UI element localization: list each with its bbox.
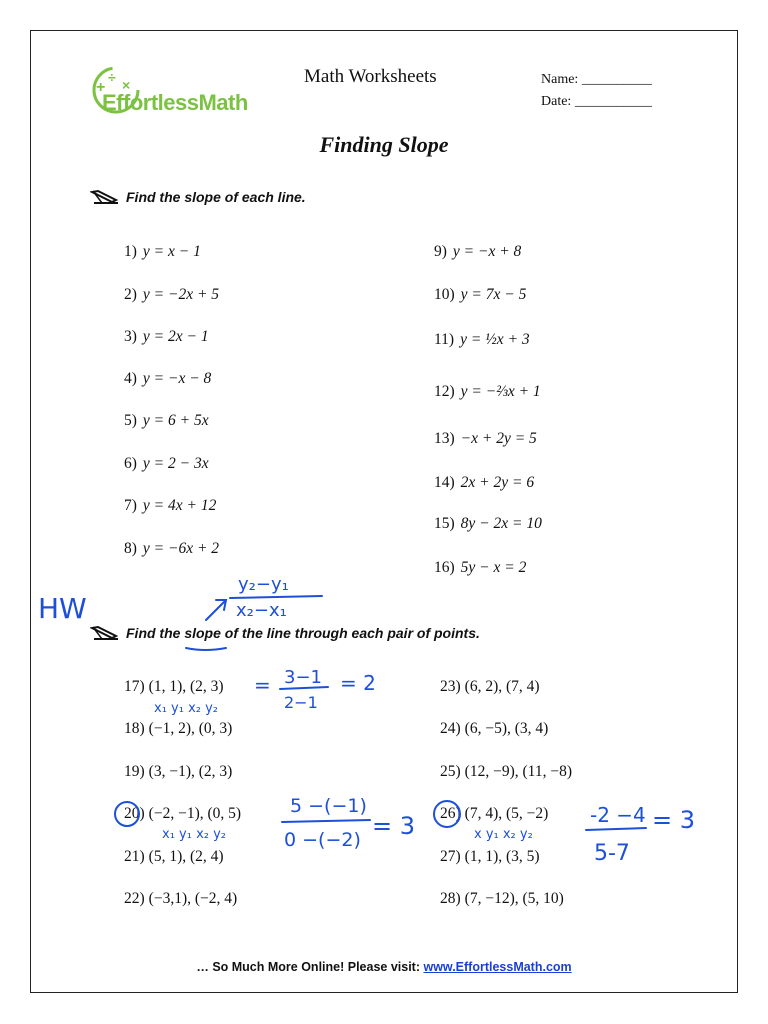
problem-item <box>124 890 237 908</box>
problem-expression: y = −6x + 2 <box>142 540 220 557</box>
problem-expression: y = x − 1 <box>142 243 201 260</box>
problem-item <box>434 243 521 261</box>
p17-equals: = <box>254 673 271 697</box>
worksheet-title: Finding Slope <box>319 132 449 157</box>
problem-item <box>124 412 209 430</box>
problem-number: 9) <box>434 243 447 260</box>
problem-item <box>124 286 219 304</box>
name-field: Name: __________ <box>541 72 652 87</box>
date-field: Date: ___________ <box>541 94 652 109</box>
problem-item <box>434 474 534 492</box>
problem-number: 19) <box>124 763 145 780</box>
problem-expression: 2x + 2y = 6 <box>460 474 535 491</box>
problem-expression: 8y − 2x = 10 <box>460 515 542 532</box>
p20-numerator: 5 −(−1) <box>290 795 367 817</box>
problem-item <box>124 763 232 781</box>
problem-number: 7) <box>124 497 137 514</box>
problem-number: 27) <box>440 848 461 865</box>
problem-expression: (6, 2), (7, 4) <box>464 678 540 695</box>
footer-text: … So Much More Online! Please visit: <box>196 960 424 974</box>
problem-expression: (6, −5), (3, 4) <box>464 720 549 737</box>
problem-item <box>124 370 211 388</box>
problem-number: 22) <box>124 890 145 907</box>
pencil-icon <box>90 624 120 642</box>
problem-expression: (3, −1), (2, 3) <box>148 763 233 780</box>
problem-number: 14) <box>434 474 455 491</box>
problem-expression: y = 2x − 1 <box>142 328 209 345</box>
problem-number: 24) <box>440 720 461 737</box>
problem-number: 4) <box>124 370 137 387</box>
problem-expression: −x + 2y = 5 <box>460 430 537 447</box>
problem-item <box>124 678 224 696</box>
problem-number: 28) <box>440 890 461 907</box>
problem-number: 18) <box>124 720 145 737</box>
p17-result: = 2 <box>340 671 376 695</box>
problem-number: 25) <box>440 763 461 780</box>
p26-result: = 3 <box>652 806 696 834</box>
problem-item <box>440 848 540 866</box>
problem-number: 13) <box>434 430 455 447</box>
p26-variable-labels: x y₁ x₂ y₂ <box>474 827 533 842</box>
problem-item <box>124 455 209 473</box>
p26-numerator: -2 −4 <box>590 803 646 827</box>
problem-expression: y = −x + 8 <box>452 243 522 260</box>
logo-wordmark: EffortlessMath <box>102 90 248 115</box>
problem-item <box>434 331 530 349</box>
p17-numerator: 3−1 <box>284 667 322 688</box>
problem-item <box>434 515 542 533</box>
svg-text:÷: ÷ <box>108 69 116 85</box>
problem-expression: y = 7x − 5 <box>460 286 527 303</box>
problem-expression: y = ½x + 3 <box>460 331 530 348</box>
problem-number: 16) <box>434 559 455 576</box>
problem-expression: y = −x − 8 <box>142 370 212 387</box>
problem-number: 21) <box>124 848 145 865</box>
hw-note: HW <box>38 592 87 625</box>
problem-item <box>440 720 548 738</box>
problem-expression: (12, −9), (11, −8) <box>464 763 572 780</box>
footer <box>0 960 768 974</box>
problem-item <box>440 678 540 696</box>
problem-number: 3) <box>124 328 137 345</box>
problem-item <box>440 763 572 781</box>
footer-link[interactable]: www.EffortlessMath.com <box>423 960 572 974</box>
problem-item <box>124 805 241 823</box>
problem-expression: (1, 1), (2, 3) <box>148 678 224 695</box>
problem-number: 8) <box>124 540 137 557</box>
problem-number: 20) <box>124 805 145 822</box>
problem-expression: (7, 4), (5, −2) <box>464 805 549 822</box>
problem-item <box>434 559 526 577</box>
problem-expression: (1, 1), (3, 5) <box>464 848 540 865</box>
problem-item <box>440 805 548 823</box>
p26-denominator: 5-7 <box>594 841 630 866</box>
problem-number: 26) <box>440 805 461 822</box>
problem-expression: (5, 1), (2, 4) <box>148 848 224 865</box>
problem-item <box>434 286 526 304</box>
problem-number: 11) <box>434 331 455 348</box>
problem-expression: (−1, 2), (0, 3) <box>148 720 233 737</box>
problem-number: 5) <box>124 412 137 429</box>
problem-item <box>434 383 541 401</box>
pencil-icon <box>90 188 120 206</box>
problem-item <box>124 720 232 738</box>
p17-variable-labels: x₁ y₁ x₂ y₂ <box>154 701 219 716</box>
p20-result: = 3 <box>372 812 416 840</box>
section2-instruction: Find the slope of the line through each pair of points. <box>126 625 480 641</box>
problem-item <box>124 540 219 558</box>
problem-expression: y = 4x + 12 <box>142 497 217 514</box>
section1-instruction: Find the slope of each line. <box>126 189 306 205</box>
problem-number: 23) <box>440 678 461 695</box>
problem-number: 6) <box>124 455 137 472</box>
problem-number: 1) <box>124 243 137 260</box>
problem-number: 12) <box>434 383 455 400</box>
problem-item <box>124 848 224 866</box>
problem-expression: y = −⅔x + 1 <box>460 383 541 400</box>
p20-denominator: 0 −(−2) <box>284 829 361 851</box>
formula-denominator: x₂−x₁ <box>236 600 287 621</box>
problem-item <box>440 890 564 908</box>
problem-expression: (7, −12), (5, 10) <box>464 890 564 907</box>
formula-numerator: y₂−y₁ <box>238 574 289 595</box>
problem-number: 15) <box>434 515 455 532</box>
problem-expression: y = 2 − 3x <box>142 455 209 472</box>
problem-expression: y = −2x + 5 <box>142 286 220 303</box>
problem-expression: (−2, −1), (0, 5) <box>148 805 242 822</box>
problem-number: 17) <box>124 678 145 695</box>
problem-item <box>434 430 537 448</box>
svg-text:+: + <box>96 79 106 96</box>
problem-number: 10) <box>434 286 455 303</box>
problem-number: 2) <box>124 286 137 303</box>
header-title: Math Worksheets <box>304 66 437 87</box>
svg-text:×: × <box>122 77 131 93</box>
problem-item <box>124 243 201 261</box>
problem-expression: (−3,1), (−2, 4) <box>148 890 238 907</box>
p17-denominator: 2−1 <box>284 693 318 712</box>
p20-variable-labels: x₁ y₁ x₂ y₂ <box>162 827 227 842</box>
problem-item <box>124 497 216 515</box>
problem-expression: y = 6 + 5x <box>142 412 209 429</box>
problem-item <box>124 328 209 346</box>
problem-expression: 5y − x = 2 <box>460 559 527 576</box>
